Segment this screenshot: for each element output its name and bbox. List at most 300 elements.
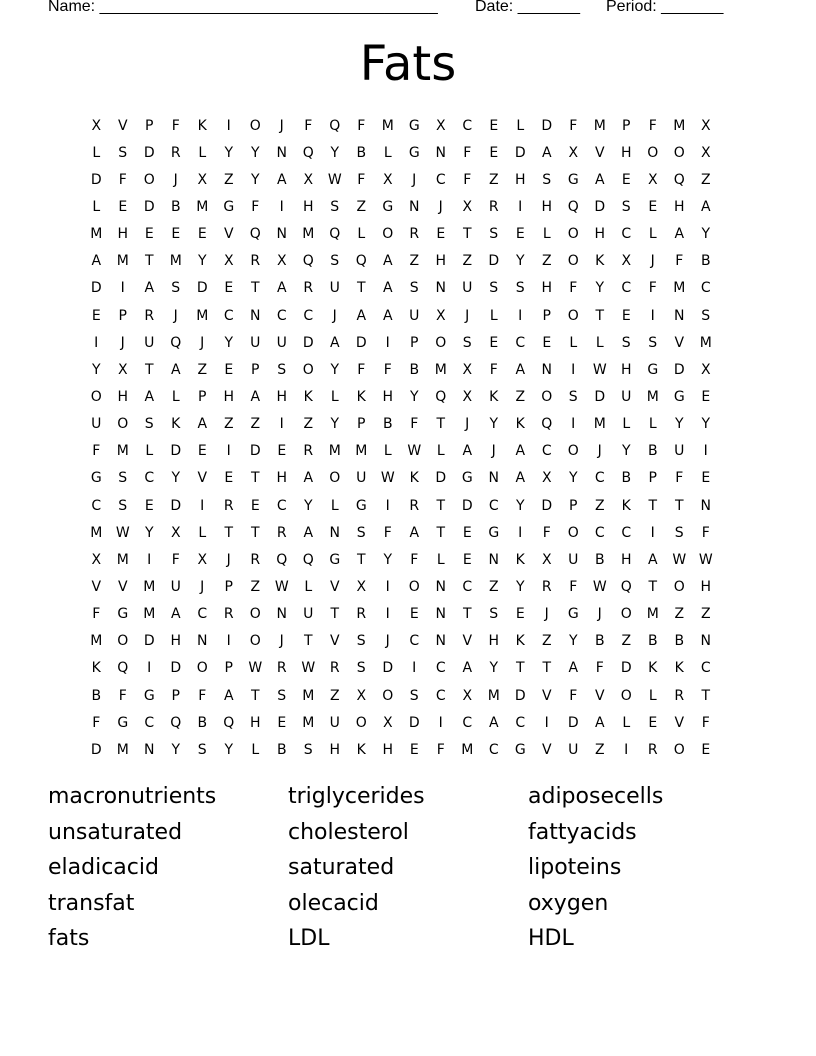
grid-letter: W	[301, 660, 316, 677]
grid-letter: O	[620, 687, 632, 704]
grid-letter: H	[435, 253, 447, 270]
grid-letter: M	[699, 334, 712, 351]
grid-letter: J	[120, 334, 125, 351]
word-list	[48, 779, 768, 957]
grid-letter: I	[279, 198, 284, 215]
grid-letter: F	[569, 687, 578, 704]
grid-letter: H	[620, 551, 632, 568]
grid-letter: A	[329, 334, 340, 351]
grid-letter: D	[90, 280, 102, 297]
grid-letter: Q	[170, 714, 182, 731]
grid-letter: K	[489, 388, 499, 405]
grid-letter: R	[674, 687, 685, 704]
grid-letter: M	[461, 741, 474, 758]
word-list-item: lipoteins	[528, 855, 622, 880]
grid-letter: B	[647, 633, 658, 650]
grid-letter: I	[518, 524, 523, 541]
grid-letter: D	[143, 633, 155, 650]
grid-letter: C	[621, 280, 632, 297]
grid-letter: D	[541, 497, 553, 514]
grid-letter: A	[594, 714, 605, 731]
grid-letter: N	[674, 307, 685, 324]
grid-letter: I	[226, 117, 231, 134]
grid-letter: J	[226, 551, 231, 568]
grid-letter: P	[542, 307, 551, 324]
grid-letter: Y	[701, 416, 711, 433]
grid-letter: Z	[674, 606, 685, 623]
grid-letter: S	[489, 606, 499, 623]
grid-letter: D	[514, 687, 526, 704]
grid-letter: N	[435, 144, 446, 161]
word-list-item: eladicacid	[48, 855, 159, 880]
grid-letter: H	[673, 198, 685, 215]
grid-letter: G	[461, 470, 473, 487]
grid-letter: E	[224, 280, 234, 297]
grid-letter: T	[648, 497, 658, 514]
grid-letter: Y	[197, 253, 207, 270]
grid-letter: A	[409, 524, 420, 541]
grid-letter: S	[144, 416, 154, 433]
grid-letter: O	[143, 171, 155, 188]
grid-letter: O	[567, 253, 579, 270]
grid-letter: B	[356, 144, 367, 161]
grid-letter: H	[249, 714, 261, 731]
grid-letter: K	[409, 470, 419, 487]
grid-letter: R	[170, 144, 181, 161]
grid-letter: L	[648, 226, 657, 243]
grid-letter: I	[571, 416, 576, 433]
grid-letter: J	[200, 578, 205, 595]
grid-letter: E	[409, 741, 419, 758]
grid-letter: A	[276, 280, 287, 297]
grid-letter: E	[648, 198, 658, 215]
grid-letter: Y	[489, 660, 499, 677]
grid-letter: F	[118, 687, 127, 704]
grid-letter: C	[621, 226, 632, 243]
grid-letter: S	[356, 633, 366, 650]
grid-letter: B	[91, 687, 102, 704]
grid-letter: F	[436, 741, 445, 758]
grid-letter: F	[92, 606, 101, 623]
grid-letter: L	[622, 416, 631, 433]
grid-letter: W	[380, 470, 395, 487]
grid-letter: S	[542, 171, 552, 188]
grid-letter: X	[223, 253, 234, 270]
grid-letter: P	[251, 361, 260, 378]
grid-letter: X	[462, 361, 473, 378]
grid-letter: H	[117, 388, 129, 405]
grid-letter: D	[196, 280, 208, 297]
grid-letter: I	[385, 606, 390, 623]
grid-letter: F	[569, 280, 578, 297]
grid-letter: C	[276, 497, 287, 514]
grid-letter: H	[620, 144, 632, 161]
grid-letter: L	[330, 497, 339, 514]
grid-letter: G	[673, 388, 685, 405]
grid-letter: I	[438, 714, 443, 731]
grid-letter: P	[198, 388, 207, 405]
grid-letter: W	[592, 578, 607, 595]
grid-letter: T	[250, 470, 260, 487]
grid-letter: W	[115, 524, 130, 541]
grid-letter: J	[332, 307, 337, 324]
grid-letter: O	[382, 226, 394, 243]
grid-letter: U	[91, 416, 102, 433]
grid-letter: X	[382, 714, 393, 731]
grid-letter: B	[170, 198, 181, 215]
grid-letter: Y	[224, 144, 234, 161]
grid-letter: Z	[594, 497, 605, 514]
grid-letter: D	[143, 198, 155, 215]
grid-letter: W	[248, 660, 263, 677]
grid-letter: T	[462, 226, 472, 243]
grid-letter: I	[571, 361, 576, 378]
grid-letter: T	[330, 606, 340, 623]
grid-letter: L	[383, 443, 392, 460]
grid-letter: X	[621, 253, 632, 270]
grid-letter: E	[701, 741, 711, 758]
grid-letter: T	[356, 551, 366, 568]
grid-letter: Z	[409, 253, 420, 270]
grid-letter: A	[356, 307, 367, 324]
date-field-label: Date: _______	[475, 0, 580, 15]
grid-letter: R	[303, 280, 314, 297]
grid-letter: A	[382, 307, 393, 324]
grid-letter: A	[515, 470, 526, 487]
word-list-item: olecacid	[288, 890, 379, 916]
grid-letter: T	[648, 578, 658, 595]
word-list-item: cholesterol	[288, 819, 409, 845]
grid-letter: Q	[223, 714, 235, 731]
grid-letter: C	[435, 687, 446, 704]
grid-letter: C	[488, 741, 499, 758]
grid-letter: H	[700, 578, 712, 595]
grid-letter: U	[674, 443, 685, 460]
grid-letter: X	[197, 171, 208, 188]
grid-letter: B	[409, 361, 420, 378]
grid-letter: Y	[515, 578, 525, 595]
grid-letter: D	[382, 660, 394, 677]
word-list-item: fats	[48, 926, 90, 951]
grid-letter: N	[250, 307, 261, 324]
grid-letter: O	[355, 714, 367, 731]
grid-letter: Y	[595, 280, 605, 297]
grid-letter: G	[117, 714, 129, 731]
grid-letter: C	[594, 470, 605, 487]
grid-letter: C	[144, 714, 155, 731]
word-list-item: unsaturated	[48, 819, 183, 845]
grid-letter: M	[487, 687, 500, 704]
grid-letter: A	[568, 660, 579, 677]
grid-letter: Z	[700, 171, 711, 188]
grid-letter: R	[303, 443, 314, 460]
grid-letter: J	[597, 443, 602, 460]
grid-letter: E	[197, 226, 207, 243]
grid-letter: E	[224, 361, 234, 378]
grid-letter: F	[171, 551, 180, 568]
grid-letter: M	[673, 280, 686, 297]
grid-letter: I	[385, 334, 390, 351]
grid-letter: O	[90, 388, 102, 405]
grid-letter: F	[171, 117, 180, 134]
grid-letter: V	[329, 578, 340, 595]
grid-letter: Y	[171, 470, 181, 487]
grid-letter: F	[489, 361, 498, 378]
grid-letter: Y	[330, 416, 340, 433]
grid-letter: K	[515, 633, 525, 650]
grid-letter: L	[648, 687, 657, 704]
grid-letter: D	[620, 660, 632, 677]
grid-letter: G	[90, 470, 102, 487]
grid-letter: D	[461, 497, 473, 514]
grid-letter: U	[170, 578, 181, 595]
grid-letter: K	[356, 388, 366, 405]
grid-letter: Y	[330, 361, 340, 378]
grid-letter: N	[409, 198, 420, 215]
grid-letter: B	[674, 633, 685, 650]
grid-letter: H	[117, 226, 129, 243]
grid-letter: G	[329, 551, 341, 568]
grid-letter: S	[568, 388, 578, 405]
grid-letter: M	[646, 388, 659, 405]
grid-letter: O	[329, 470, 341, 487]
grid-letter: Y	[568, 470, 578, 487]
grid-letter: X	[462, 198, 473, 215]
grid-letter: I	[624, 741, 629, 758]
grid-letter: H	[223, 388, 235, 405]
grid-letter: C	[488, 497, 499, 514]
grid-letter: P	[145, 117, 154, 134]
grid-letter: M	[381, 117, 394, 134]
grid-letter: P	[569, 497, 578, 514]
grid-letter: S	[621, 334, 631, 351]
grid-letter: Z	[488, 578, 499, 595]
grid-letter: C	[515, 334, 526, 351]
grid-letter: Q	[117, 660, 129, 677]
grid-letter: F	[701, 524, 710, 541]
grid-letter: V	[91, 578, 102, 595]
grid-letter: S	[118, 497, 128, 514]
grid-letter: O	[673, 578, 685, 595]
grid-letter: L	[304, 578, 313, 595]
grid-letter: D	[90, 741, 102, 758]
grid-letter: Z	[329, 687, 340, 704]
grid-letter: T	[542, 660, 552, 677]
grid-letter: G	[143, 687, 155, 704]
grid-letter: E	[648, 714, 658, 731]
grid-letter: J	[279, 117, 284, 134]
grid-letter: F	[357, 171, 366, 188]
grid-letter: S	[118, 144, 128, 161]
grid-letter: T	[701, 687, 711, 704]
grid-letter: G	[408, 117, 420, 134]
grid-letter: E	[489, 144, 499, 161]
grid-letter: U	[276, 334, 287, 351]
grid-letter: C	[541, 443, 552, 460]
grid-letter: A	[223, 687, 234, 704]
grid-letter: J	[650, 253, 655, 270]
grid-letter: E	[489, 334, 499, 351]
grid-letter: F	[92, 714, 101, 731]
grid-letter: Z	[197, 361, 208, 378]
grid-letter: D	[594, 388, 606, 405]
grid-letter: T	[144, 361, 154, 378]
grid-letter: A	[488, 714, 499, 731]
grid-letter: Y	[303, 497, 313, 514]
grid-letter: O	[249, 633, 261, 650]
grid-letter: C	[223, 307, 234, 324]
grid-letter: R	[409, 226, 420, 243]
grid-letter: Z	[250, 416, 261, 433]
grid-letter: E	[621, 171, 631, 188]
grid-letter: F	[383, 524, 392, 541]
grid-letter: Y	[250, 171, 260, 188]
grid-letter: S	[197, 741, 207, 758]
grid-letter: W	[327, 171, 342, 188]
grid-letter: P	[171, 687, 180, 704]
grid-letter: Q	[567, 198, 579, 215]
grid-letter: Z	[541, 253, 552, 270]
grid-letter: Q	[620, 578, 632, 595]
grid-letter: H	[302, 198, 314, 215]
grid-letter: A	[144, 280, 155, 297]
grid-letter: G	[488, 524, 500, 541]
grid-letter: J	[173, 171, 178, 188]
grid-letter: X	[356, 578, 367, 595]
grid-letter: C	[700, 280, 711, 297]
grid-letter: M	[328, 443, 341, 460]
grid-letter: O	[435, 334, 447, 351]
grid-letter: T	[144, 253, 154, 270]
grid-letter: C	[303, 307, 314, 324]
grid-letter: P	[224, 578, 233, 595]
grid-letter: A	[515, 443, 526, 460]
grid-letter: O	[408, 578, 420, 595]
grid-letter: Y	[515, 253, 525, 270]
grid-letter: V	[462, 633, 473, 650]
word-list-item: triglycerides	[288, 784, 425, 809]
grid-letter: C	[700, 660, 711, 677]
grid-letter: M	[673, 117, 686, 134]
grid-letter: G	[408, 144, 420, 161]
grid-letter: E	[144, 226, 154, 243]
grid-letter: N	[700, 497, 711, 514]
grid-letter: A	[144, 388, 155, 405]
grid-letter: S	[648, 334, 658, 351]
word-list-item: HDL	[528, 926, 574, 951]
grid-letter: H	[541, 280, 553, 297]
grid-letter: V	[329, 633, 340, 650]
grid-letter: A	[700, 198, 711, 215]
grid-letter: C	[276, 307, 287, 324]
letter-grid	[83, 112, 719, 763]
grid-letter: Y	[330, 144, 340, 161]
grid-letter: L	[516, 117, 525, 134]
grid-letter: T	[356, 280, 366, 297]
grid-letter: M	[116, 551, 129, 568]
grid-letter: L	[198, 144, 207, 161]
grid-letter: P	[622, 117, 631, 134]
grid-letter: S	[621, 198, 631, 215]
word-list-item: saturated	[288, 855, 395, 880]
grid-letter: N	[541, 361, 552, 378]
grid-letter: R	[329, 660, 340, 677]
grid-letter: E	[409, 606, 419, 623]
grid-letter: T	[595, 307, 605, 324]
grid-letter: G	[382, 198, 394, 215]
grid-letter: R	[541, 578, 552, 595]
grid-letter: V	[223, 226, 234, 243]
grid-letter: I	[147, 660, 152, 677]
grid-letter: Z	[488, 171, 499, 188]
grid-letter: K	[674, 660, 684, 677]
grid-letter: E	[515, 606, 525, 623]
grid-letter: U	[329, 714, 340, 731]
grid-letter: G	[223, 198, 235, 215]
grid-letter: B	[594, 551, 605, 568]
grid-letter: Y	[171, 741, 181, 758]
grid-letter: K	[303, 388, 313, 405]
grid-letter: A	[647, 551, 658, 568]
page-title: Fats	[359, 36, 457, 92]
grid-letter: Z	[515, 388, 526, 405]
grid-letter: I	[120, 280, 125, 297]
grid-letter: U	[409, 307, 420, 324]
grid-letter: O	[647, 144, 659, 161]
grid-letter: F	[357, 117, 366, 134]
grid-letter: I	[518, 307, 523, 324]
grid-letter: B	[621, 470, 632, 487]
grid-letter: O	[567, 307, 579, 324]
grid-letter: Z	[223, 416, 234, 433]
grid-letter: E	[462, 524, 472, 541]
grid-letter: N	[435, 578, 446, 595]
grid-letter: W	[592, 361, 607, 378]
grid-letter: O	[541, 388, 553, 405]
grid-letter: M	[355, 443, 368, 460]
grid-letter: L	[198, 524, 207, 541]
grid-letter: V	[541, 741, 552, 758]
grid-letter: A	[303, 524, 314, 541]
grid-letter: F	[648, 117, 657, 134]
grid-letter: M	[116, 741, 129, 758]
grid-letter: E	[250, 497, 260, 514]
grid-letter: Y	[489, 416, 499, 433]
grid-letter: R	[223, 497, 234, 514]
grid-letter: Y	[621, 443, 631, 460]
grid-letter: N	[435, 280, 446, 297]
grid-letter: X	[303, 171, 314, 188]
grid-letter: R	[144, 307, 155, 324]
grid-letter: N	[144, 741, 155, 758]
grid-letter: X	[356, 687, 367, 704]
grid-letter: H	[276, 388, 288, 405]
grid-letter: L	[145, 443, 154, 460]
grid-letter: M	[90, 226, 103, 243]
grid-letter: D	[408, 714, 420, 731]
grid-letter: K	[197, 117, 207, 134]
grid-letter: X	[462, 687, 473, 704]
grid-letter: K	[621, 497, 631, 514]
grid-letter: Q	[302, 144, 314, 161]
grid-letter: L	[489, 307, 498, 324]
grid-letter: F	[410, 416, 419, 433]
grid-letter: C	[621, 524, 632, 541]
grid-letter: E	[436, 226, 446, 243]
grid-letter: J	[279, 633, 284, 650]
grid-letter: G	[567, 171, 579, 188]
grid-letter: E	[489, 117, 499, 134]
